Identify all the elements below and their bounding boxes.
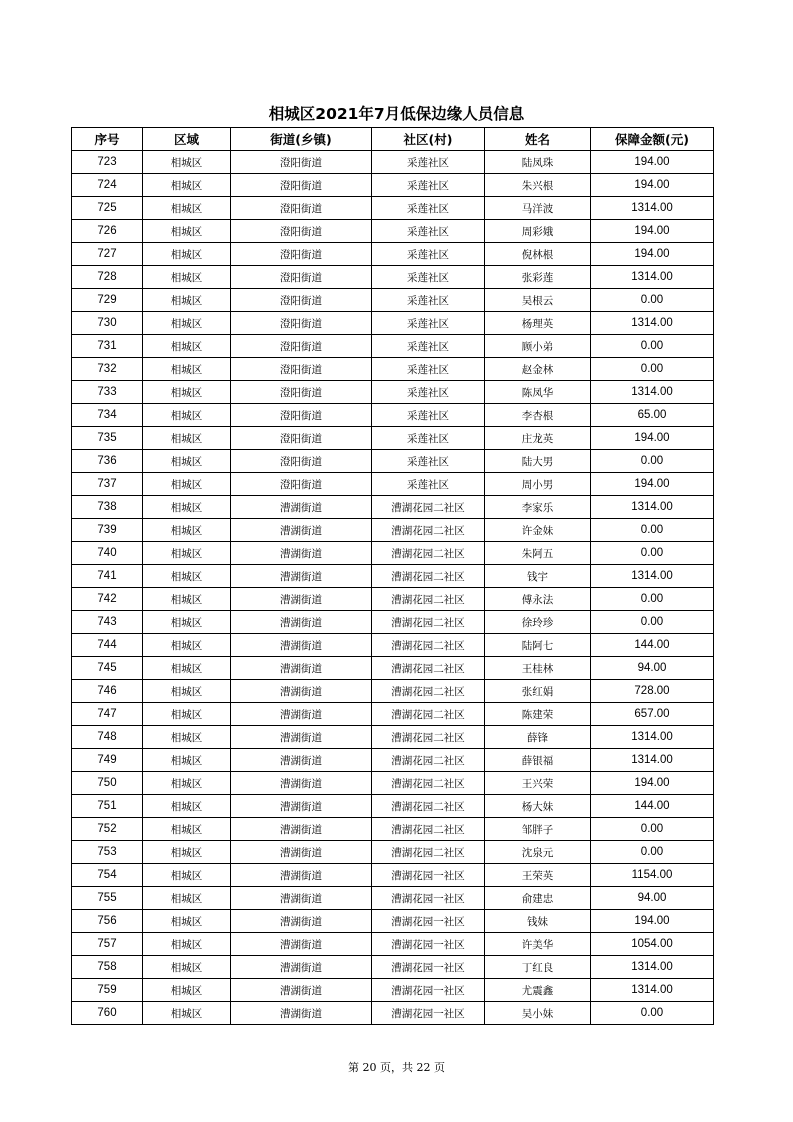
- cell-index: 750: [72, 772, 143, 795]
- cell-name: 马洋波: [485, 197, 591, 220]
- table-row: [72, 818, 714, 841]
- cell-community: 漕湖花园一社区: [372, 1002, 485, 1025]
- cell-name: 陆凤珠: [485, 151, 591, 174]
- cell-community: 漕湖花园二社区: [372, 588, 485, 611]
- cell-name: 陆阿七: [485, 634, 591, 657]
- cell-community: 漕湖花园二社区: [372, 519, 485, 542]
- table-row: [72, 887, 714, 910]
- cell-index: 753: [72, 841, 143, 864]
- cell-index: 729: [72, 289, 143, 312]
- cell-name: 俞建忠: [485, 887, 591, 910]
- cell-region: 相城区: [143, 289, 231, 312]
- cell-region: 相城区: [143, 933, 231, 956]
- cell-street: 漕湖街道: [231, 956, 372, 979]
- cell-name: 薛锋: [485, 726, 591, 749]
- cell-amount: 194.00: [591, 220, 714, 243]
- cell-name: 庄龙英: [485, 427, 591, 450]
- cell-street: 漕湖街道: [231, 542, 372, 565]
- table-row: [72, 703, 714, 726]
- cell-name: 杨理英: [485, 312, 591, 335]
- cell-index: 758: [72, 956, 143, 979]
- table-row: [72, 864, 714, 887]
- cell-community: 采莲社区: [372, 381, 485, 404]
- cell-street: 澄阳街道: [231, 174, 372, 197]
- cell-community: 漕湖花园一社区: [372, 910, 485, 933]
- cell-region: 相城区: [143, 818, 231, 841]
- cell-region: 相城区: [143, 174, 231, 197]
- cell-index: 738: [72, 496, 143, 519]
- cell-street: 漕湖街道: [231, 749, 372, 772]
- cell-amount: 194.00: [591, 772, 714, 795]
- cell-name: 杨大妹: [485, 795, 591, 818]
- cell-region: 相城区: [143, 565, 231, 588]
- cell-region: 相城区: [143, 956, 231, 979]
- cell-street: 澄阳街道: [231, 450, 372, 473]
- table-row: [72, 841, 714, 864]
- table-row: [72, 220, 714, 243]
- cell-index: 757: [72, 933, 143, 956]
- cell-index: 751: [72, 795, 143, 818]
- cell-region: 相城区: [143, 749, 231, 772]
- table-row: [72, 749, 714, 772]
- cell-amount: 194.00: [591, 473, 714, 496]
- table-row: [72, 381, 714, 404]
- table-row: [72, 588, 714, 611]
- table-row: [72, 289, 714, 312]
- cell-street: 漕湖街道: [231, 864, 372, 887]
- cell-index: 733: [72, 381, 143, 404]
- header-community: 社区(村): [372, 128, 485, 151]
- cell-street: 澄阳街道: [231, 404, 372, 427]
- page-footer: 第 20 页，共 22 页: [348, 1061, 445, 1074]
- cell-region: 相城区: [143, 726, 231, 749]
- cell-community: 漕湖花园一社区: [372, 887, 485, 910]
- cell-index: 727: [72, 243, 143, 266]
- cell-amount: 0.00: [591, 588, 714, 611]
- cell-street: 漕湖街道: [231, 680, 372, 703]
- cell-index: 760: [72, 1002, 143, 1025]
- cell-name: 王桂林: [485, 657, 591, 680]
- cell-community: 采莲社区: [372, 473, 485, 496]
- cell-region: 相城区: [143, 680, 231, 703]
- cell-index: 723: [72, 151, 143, 174]
- cell-amount: 194.00: [591, 151, 714, 174]
- cell-region: 相城区: [143, 151, 231, 174]
- cell-index: 749: [72, 749, 143, 772]
- cell-region: 相城区: [143, 473, 231, 496]
- cell-community: 采莲社区: [372, 151, 485, 174]
- cell-amount: 1314.00: [591, 496, 714, 519]
- table-row: [72, 496, 714, 519]
- cell-index: 728: [72, 266, 143, 289]
- table-row: [72, 335, 714, 358]
- table-row: [72, 726, 714, 749]
- table-row: [72, 956, 714, 979]
- cell-amount: 1314.00: [591, 956, 714, 979]
- cell-region: 相城区: [143, 335, 231, 358]
- cell-index: 737: [72, 473, 143, 496]
- cell-amount: 657.00: [591, 703, 714, 726]
- cell-street: 漕湖街道: [231, 887, 372, 910]
- cell-amount: 1314.00: [591, 312, 714, 335]
- cell-region: 相城区: [143, 197, 231, 220]
- table-row: [72, 151, 714, 174]
- cell-index: 736: [72, 450, 143, 473]
- data-table: [71, 127, 714, 1025]
- cell-street: 漕湖街道: [231, 841, 372, 864]
- cell-region: 相城区: [143, 703, 231, 726]
- cell-community: 漕湖花园一社区: [372, 979, 485, 1002]
- table-row: [72, 657, 714, 680]
- cell-name: 薛银福: [485, 749, 591, 772]
- cell-region: 相城区: [143, 910, 231, 933]
- cell-name: 陈凤华: [485, 381, 591, 404]
- table-row: [72, 634, 714, 657]
- cell-name: 李杏根: [485, 404, 591, 427]
- cell-amount: 1314.00: [591, 726, 714, 749]
- table-row: [72, 680, 714, 703]
- cell-community: 漕湖花园二社区: [372, 680, 485, 703]
- cell-community: 漕湖花园二社区: [372, 795, 485, 818]
- cell-name: 沈泉元: [485, 841, 591, 864]
- cell-region: 相城区: [143, 220, 231, 243]
- cell-name: 尤震鑫: [485, 979, 591, 1002]
- cell-name: 周彩娥: [485, 220, 591, 243]
- table-row: [72, 565, 714, 588]
- cell-index: 743: [72, 611, 143, 634]
- cell-community: 漕湖花园二社区: [372, 841, 485, 864]
- table-row: [72, 611, 714, 634]
- cell-amount: 1314.00: [591, 197, 714, 220]
- table-row: [72, 174, 714, 197]
- cell-region: 相城区: [143, 588, 231, 611]
- cell-name: 徐玲珍: [485, 611, 591, 634]
- cell-index: 748: [72, 726, 143, 749]
- cell-region: 相城区: [143, 887, 231, 910]
- cell-street: 漕湖街道: [231, 496, 372, 519]
- cell-name: 朱兴根: [485, 174, 591, 197]
- cell-amount: 1314.00: [591, 979, 714, 1002]
- cell-region: 相城区: [143, 979, 231, 1002]
- cell-amount: 0.00: [591, 611, 714, 634]
- cell-index: 759: [72, 979, 143, 1002]
- cell-index: 754: [72, 864, 143, 887]
- cell-amount: 1314.00: [591, 565, 714, 588]
- cell-community: 漕湖花园一社区: [372, 933, 485, 956]
- cell-index: 731: [72, 335, 143, 358]
- cell-region: 相城区: [143, 795, 231, 818]
- cell-name: 丁红良: [485, 956, 591, 979]
- cell-name: 王兴荣: [485, 772, 591, 795]
- cell-amount: 94.00: [591, 887, 714, 910]
- cell-name: 许美华: [485, 933, 591, 956]
- cell-street: 澄阳街道: [231, 473, 372, 496]
- cell-amount: 728.00: [591, 680, 714, 703]
- table-header-row: [72, 128, 714, 151]
- cell-region: 相城区: [143, 496, 231, 519]
- cell-region: 相城区: [143, 841, 231, 864]
- cell-region: 相城区: [143, 358, 231, 381]
- cell-community: 采莲社区: [372, 243, 485, 266]
- cell-street: 漕湖街道: [231, 565, 372, 588]
- cell-community: 采莲社区: [372, 174, 485, 197]
- cell-amount: 0.00: [591, 289, 714, 312]
- cell-name: 吴根云: [485, 289, 591, 312]
- cell-community: 漕湖花园二社区: [372, 703, 485, 726]
- cell-community: 采莲社区: [372, 450, 485, 473]
- table-row: [72, 542, 714, 565]
- table-row: [72, 910, 714, 933]
- table-row: [72, 979, 714, 1002]
- cell-community: 采莲社区: [372, 197, 485, 220]
- cell-name: 张彩莲: [485, 266, 591, 289]
- cell-amount: 0.00: [591, 450, 714, 473]
- cell-name: 周小男: [485, 473, 591, 496]
- cell-name: 吴小妹: [485, 1002, 591, 1025]
- cell-index: 744: [72, 634, 143, 657]
- cell-amount: 194.00: [591, 910, 714, 933]
- cell-community: 漕湖花园二社区: [372, 565, 485, 588]
- cell-community: 漕湖花园一社区: [372, 956, 485, 979]
- table-row: [72, 1002, 714, 1025]
- cell-index: 726: [72, 220, 143, 243]
- cell-region: 相城区: [143, 404, 231, 427]
- cell-amount: 144.00: [591, 795, 714, 818]
- cell-street: 澄阳街道: [231, 335, 372, 358]
- cell-street: 漕湖街道: [231, 657, 372, 680]
- cell-street: 漕湖街道: [231, 611, 372, 634]
- cell-name: 张红娟: [485, 680, 591, 703]
- cell-street: 澄阳街道: [231, 220, 372, 243]
- cell-amount: 0.00: [591, 542, 714, 565]
- cell-street: 澄阳街道: [231, 197, 372, 220]
- cell-region: 相城区: [143, 657, 231, 680]
- cell-name: 李家乐: [485, 496, 591, 519]
- cell-street: 澄阳街道: [231, 289, 372, 312]
- cell-community: 采莲社区: [372, 266, 485, 289]
- table-row: [72, 795, 714, 818]
- cell-street: 澄阳街道: [231, 381, 372, 404]
- cell-community: 采莲社区: [372, 312, 485, 335]
- table-row: [72, 404, 714, 427]
- cell-community: 漕湖花园二社区: [372, 818, 485, 841]
- cell-index: 725: [72, 197, 143, 220]
- cell-index: 740: [72, 542, 143, 565]
- cell-name: 邹胖子: [485, 818, 591, 841]
- cell-community: 采莲社区: [372, 358, 485, 381]
- cell-street: 漕湖街道: [231, 634, 372, 657]
- cell-amount: 94.00: [591, 657, 714, 680]
- cell-street: 漕湖街道: [231, 933, 372, 956]
- cell-community: 漕湖花园二社区: [372, 542, 485, 565]
- cell-street: 澄阳街道: [231, 358, 372, 381]
- cell-name: 顾小弟: [485, 335, 591, 358]
- table-row: [72, 450, 714, 473]
- table-row: [72, 427, 714, 450]
- cell-name: 钱宇: [485, 565, 591, 588]
- cell-name: 钱妹: [485, 910, 591, 933]
- cell-index: 739: [72, 519, 143, 542]
- cell-amount: 0.00: [591, 841, 714, 864]
- cell-region: 相城区: [143, 312, 231, 335]
- cell-name: 朱阿五: [485, 542, 591, 565]
- cell-index: 735: [72, 427, 143, 450]
- cell-region: 相城区: [143, 611, 231, 634]
- cell-amount: 0.00: [591, 358, 714, 381]
- cell-amount: 194.00: [591, 243, 714, 266]
- cell-region: 相城区: [143, 243, 231, 266]
- cell-street: 漕湖街道: [231, 703, 372, 726]
- table-row: [72, 243, 714, 266]
- cell-street: 漕湖街道: [231, 818, 372, 841]
- cell-region: 相城区: [143, 266, 231, 289]
- cell-index: 745: [72, 657, 143, 680]
- cell-name: 倪林根: [485, 243, 591, 266]
- header-region: 区域: [143, 128, 231, 151]
- cell-street: 澄阳街道: [231, 427, 372, 450]
- cell-region: 相城区: [143, 1002, 231, 1025]
- cell-amount: 1054.00: [591, 933, 714, 956]
- cell-name: 傅永法: [485, 588, 591, 611]
- cell-street: 漕湖街道: [231, 795, 372, 818]
- cell-street: 漕湖街道: [231, 519, 372, 542]
- cell-street: 澄阳街道: [231, 266, 372, 289]
- header-street: 街道(乡镇): [231, 128, 372, 151]
- cell-community: 采莲社区: [372, 220, 485, 243]
- cell-index: 724: [72, 174, 143, 197]
- cell-street: 漕湖街道: [231, 772, 372, 795]
- header-name: 姓名: [485, 128, 591, 151]
- cell-name: 王荣英: [485, 864, 591, 887]
- cell-amount: 194.00: [591, 427, 714, 450]
- cell-street: 漕湖街道: [231, 910, 372, 933]
- table-row: [72, 197, 714, 220]
- cell-community: 采莲社区: [372, 427, 485, 450]
- cell-street: 澄阳街道: [231, 151, 372, 174]
- cell-index: 755: [72, 887, 143, 910]
- cell-name: 赵金林: [485, 358, 591, 381]
- table-row: [72, 772, 714, 795]
- table-row: [72, 266, 714, 289]
- cell-amount: 0.00: [591, 818, 714, 841]
- cell-community: 漕湖花园二社区: [372, 657, 485, 680]
- cell-region: 相城区: [143, 427, 231, 450]
- cell-amount: 1314.00: [591, 749, 714, 772]
- cell-region: 相城区: [143, 450, 231, 473]
- cell-community: 漕湖花园二社区: [372, 772, 485, 795]
- header-index: 序号: [72, 128, 143, 151]
- cell-amount: 0.00: [591, 335, 714, 358]
- cell-amount: 0.00: [591, 519, 714, 542]
- cell-region: 相城区: [143, 542, 231, 565]
- table-row: [72, 358, 714, 381]
- header-amount: 保障金额(元): [591, 128, 714, 151]
- cell-community: 漕湖花园二社区: [372, 749, 485, 772]
- cell-amount: 144.00: [591, 634, 714, 657]
- cell-index: 752: [72, 818, 143, 841]
- cell-street: 漕湖街道: [231, 979, 372, 1002]
- cell-index: 730: [72, 312, 143, 335]
- cell-index: 756: [72, 910, 143, 933]
- cell-region: 相城区: [143, 864, 231, 887]
- cell-amount: 194.00: [591, 174, 714, 197]
- cell-amount: 65.00: [591, 404, 714, 427]
- cell-amount: 1154.00: [591, 864, 714, 887]
- table-row: [72, 519, 714, 542]
- table-row: [72, 473, 714, 496]
- cell-index: 742: [72, 588, 143, 611]
- cell-index: 732: [72, 358, 143, 381]
- cell-street: 漕湖街道: [231, 588, 372, 611]
- cell-name: 陆大男: [485, 450, 591, 473]
- cell-region: 相城区: [143, 634, 231, 657]
- cell-index: 734: [72, 404, 143, 427]
- cell-region: 相城区: [143, 772, 231, 795]
- cell-index: 741: [72, 565, 143, 588]
- cell-index: 747: [72, 703, 143, 726]
- cell-community: 漕湖花园二社区: [372, 726, 485, 749]
- table-row: [72, 312, 714, 335]
- cell-community: 漕湖花园二社区: [372, 634, 485, 657]
- table-row: [72, 933, 714, 956]
- cell-amount: 0.00: [591, 1002, 714, 1025]
- cell-name: 陈建荣: [485, 703, 591, 726]
- cell-community: 漕湖花园一社区: [372, 864, 485, 887]
- cell-street: 漕湖街道: [231, 726, 372, 749]
- page-title: 相城区2021年7月低保边缘人员信息: [268, 105, 525, 123]
- cell-community: 采莲社区: [372, 289, 485, 312]
- cell-street: 澄阳街道: [231, 243, 372, 266]
- cell-community: 漕湖花园二社区: [372, 496, 485, 519]
- cell-region: 相城区: [143, 519, 231, 542]
- cell-community: 采莲社区: [372, 335, 485, 358]
- cell-amount: 1314.00: [591, 381, 714, 404]
- cell-name: 许金妹: [485, 519, 591, 542]
- cell-street: 漕湖街道: [231, 1002, 372, 1025]
- cell-community: 采莲社区: [372, 404, 485, 427]
- cell-index: 746: [72, 680, 143, 703]
- cell-community: 漕湖花园二社区: [372, 611, 485, 634]
- cell-street: 澄阳街道: [231, 312, 372, 335]
- cell-region: 相城区: [143, 381, 231, 404]
- cell-amount: 1314.00: [591, 266, 714, 289]
